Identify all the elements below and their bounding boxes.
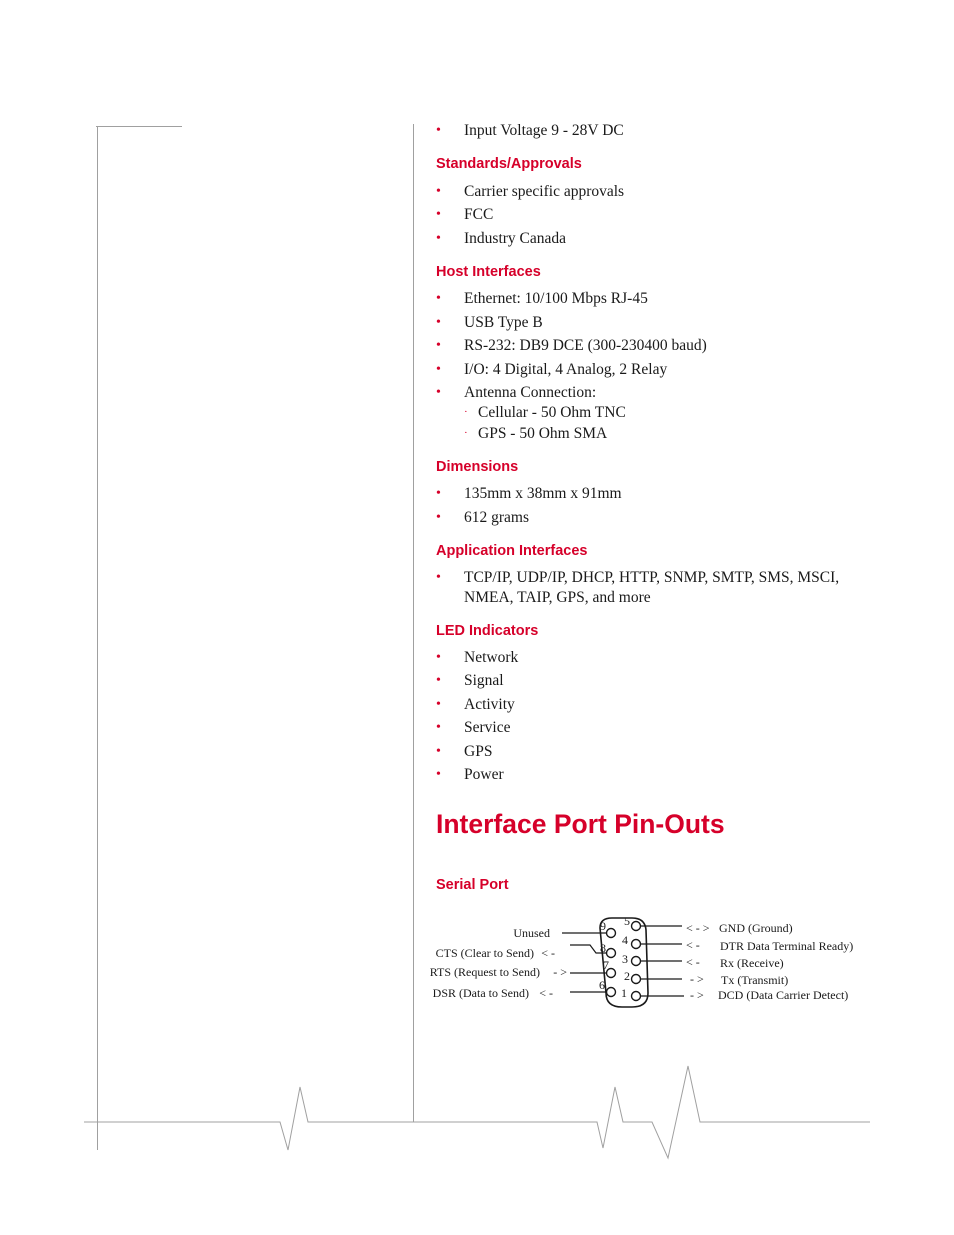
- section-heading-standards: Standards/Approvals: [436, 156, 582, 172]
- pin-label-gnd: GND (Ground): [719, 921, 793, 935]
- bullet-icon: •: [436, 338, 441, 353]
- pin-6-circle: [607, 988, 616, 997]
- pin-direction-gnd: < - >: [686, 921, 710, 935]
- pin-3-circle: [632, 957, 641, 966]
- pin-label-dsr: DSR (Data to Send): [432, 986, 529, 1000]
- section-heading-led-indicators: LED Indicators: [436, 623, 539, 639]
- pin-number-1: 1: [621, 986, 627, 1000]
- pin-number-8: 8: [600, 941, 606, 955]
- bullet-icon: •: [436, 123, 441, 138]
- bullet-icon: •: [436, 744, 441, 759]
- bullet-icon: •: [436, 510, 441, 525]
- bullet-icon: •: [436, 362, 441, 377]
- section-heading-dimensions: Dimensions: [436, 459, 519, 475]
- pin-label-dcd: DCD (Data Carrier Detect): [718, 988, 849, 1002]
- bullet-icon: •: [436, 231, 441, 246]
- pin-direction-cts: < -: [541, 946, 555, 960]
- pin-5-circle: [632, 922, 641, 931]
- bullet-icon: •: [436, 767, 441, 782]
- page-title: Interface Port Pin-Outs: [436, 809, 725, 839]
- pin-direction-rts: - >: [553, 965, 567, 979]
- pin-direction-dtr: < -: [686, 938, 700, 952]
- section-heading-application-interfaces: Application Interfaces: [436, 543, 588, 559]
- section-heading-host-interfaces: Host Interfaces: [436, 264, 541, 280]
- pin-9-circle: [607, 929, 616, 938]
- sub-bullet-icon: ·: [464, 406, 468, 418]
- pin-8-circle: [607, 949, 616, 958]
- bullet-icon: •: [436, 184, 441, 199]
- pin-label-tx: Tx (Transmit): [721, 973, 789, 987]
- bullet-icon: •: [436, 720, 441, 735]
- pin-number-6: 6: [599, 978, 605, 992]
- pin-number-5: 5: [624, 914, 630, 928]
- pin-number-7: 7: [603, 958, 609, 972]
- pin-4-circle: [632, 940, 641, 949]
- pin-number-3: 3: [622, 952, 628, 966]
- pin-direction-rx: < -: [686, 955, 700, 969]
- pin-label-rx: Rx (Receive): [720, 956, 784, 970]
- pin-2-circle: [632, 975, 641, 984]
- sub-bullet-icon: ·: [464, 427, 468, 439]
- pin-number-2: 2: [624, 969, 630, 983]
- bullet-icon: •: [436, 650, 441, 665]
- pin-direction-dcd: - >: [690, 988, 704, 1002]
- bullet-icon: •: [436, 486, 441, 501]
- bullet-icon: •: [436, 315, 441, 330]
- pin-label-rts: RTS (Request to Send): [429, 965, 540, 979]
- bullet-icon: •: [436, 291, 441, 306]
- pin-label-dtr: DTR Data Terminal Ready): [720, 939, 854, 953]
- bullet-icon: •: [436, 673, 441, 688]
- pin-direction-tx: - >: [690, 972, 704, 986]
- bullet-icon: •: [436, 697, 441, 712]
- pin-number-9: 9: [600, 919, 606, 933]
- pin-number-4: 4: [622, 933, 628, 947]
- bullet-icon: •: [436, 385, 441, 400]
- bullet-icon: •: [436, 570, 441, 585]
- pin-label-cts: CTS (Clear to Send): [435, 946, 534, 960]
- section-heading-serial-port: Serial Port: [436, 877, 509, 893]
- pin-1-circle: [632, 992, 641, 1001]
- pin-direction-dsr: < -: [539, 986, 553, 1000]
- bullet-icon: •: [436, 207, 441, 222]
- pin-label-unused: Unused: [513, 926, 550, 940]
